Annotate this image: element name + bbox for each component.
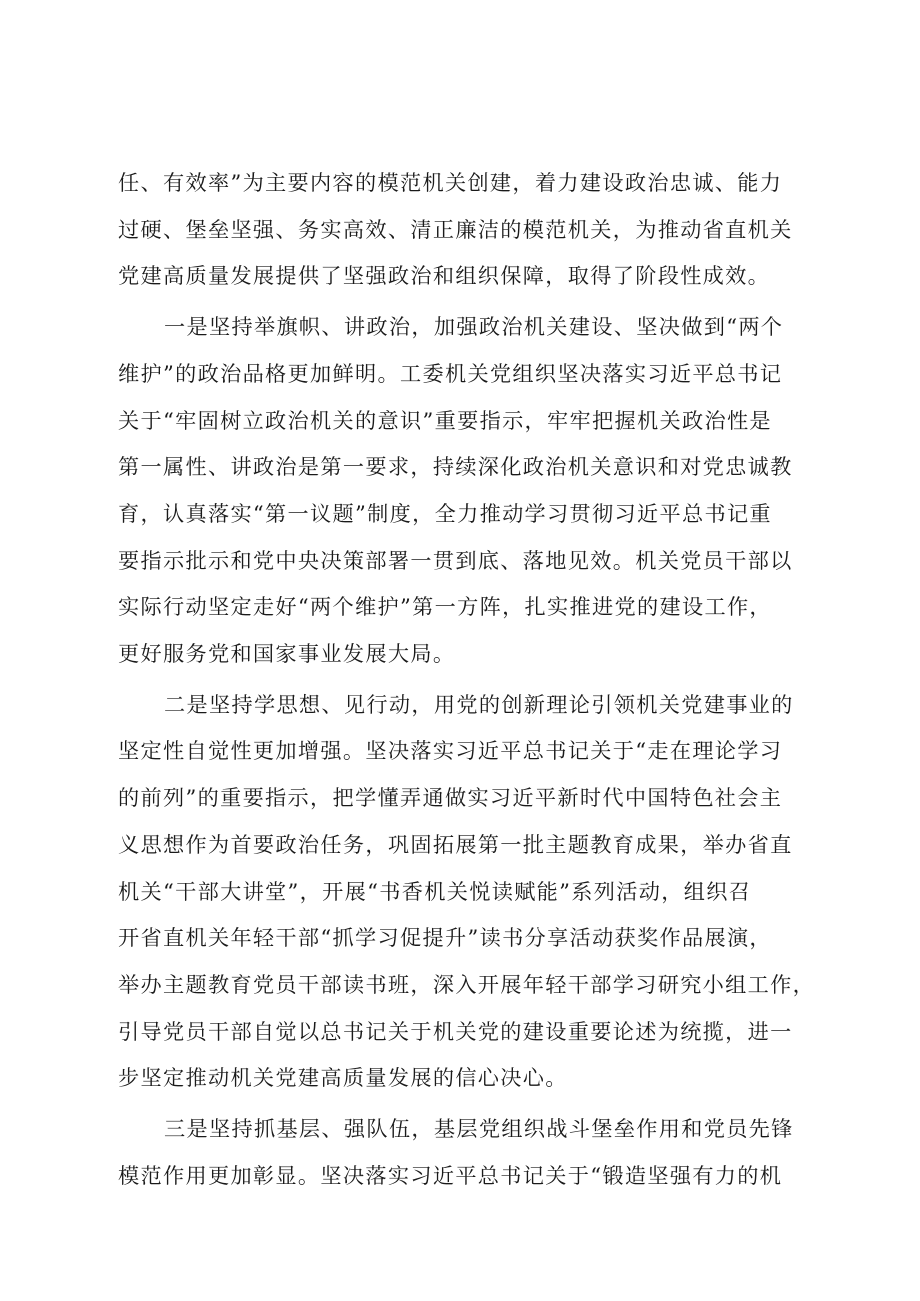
text-line: 机关“干部大讲堂”，开展“书香机关悦读赋能”系列活动，组织召 xyxy=(118,878,752,904)
text-line: 第一属性、讲政治是第一要求，持续深化政治机关意识和对党忠诚教 xyxy=(118,454,793,480)
paragraph-point-two xyxy=(118,682,818,1102)
text-line: 更好服务党和国家事业发展大局。 xyxy=(118,641,456,667)
text-line: 育，认真落实“第一议题”制度，全力推动学习贯彻习近平总书记重 xyxy=(118,500,772,526)
text-line: 义思想作为首要政治任务，巩固拓展第一批主题教育成果，举办省直 xyxy=(118,831,793,857)
text-line: 党建高质量发展提供了坚强政治和组织保障，取得了阶段性成效。 xyxy=(118,263,771,289)
text-line: 实际行动坚定走好“两个维护”第一方阵，扎实推进党的建设工作， xyxy=(118,594,772,620)
paragraph-intro-continuation xyxy=(118,160,818,300)
text-line: 三是坚持抓基层、强队伍，基层党组织战斗堡垒作用和党员先锋 xyxy=(164,1116,794,1142)
text-line: 模范作用更加彰显。坚决落实习近平总书记关于“锻造坚强有力的机 xyxy=(118,1162,783,1188)
paragraph-point-one xyxy=(118,304,818,678)
text-line: 引导党员干部自觉以总书记关于机关党的建设重要论述为统揽，进一 xyxy=(118,1018,793,1044)
document-body xyxy=(118,160,818,1203)
text-line: 坚定性自觉性更加增强。坚决落实习近平总书记关于“走在理论学习 xyxy=(118,738,783,764)
text-line: 开省直机关年轻干部“抓学习促提升”读书分享活动获奖作品展演， xyxy=(118,925,772,951)
text-line: 举办主题教育党员干部读书班，深入开展年轻干部学习研究小组工作， xyxy=(118,971,816,997)
text-line: 维护”的政治品格更加鲜明。工委机关党组织坚决落实习近平总书记 xyxy=(118,360,783,386)
text-line: 过硬、堡垒坚强、务实高效、清正廉洁的模范机关，为推动省直机关 xyxy=(118,216,793,242)
text-line: 的前列”的重要指示，把学懂弄通做实习近平新时代中国特色社会主 xyxy=(118,785,783,811)
text-line: 要指示批示和党中央决策部署一贯到底、落地见效。机关党员干部以 xyxy=(118,547,793,573)
text-line: 步坚定推动机关党建高质量发展的信心决心。 xyxy=(118,1065,568,1091)
paragraph-point-three xyxy=(118,1106,818,1199)
text-line: 二是坚持学思想、见行动，用党的创新理论引领机关党建事业的 xyxy=(164,691,794,717)
text-line: 关于“牢固树立政治机关的意识”重要指示，牢牢把握机关政治性是 xyxy=(118,407,772,433)
text-line: 任、有效率”为主要内容的模范机关创建，着力建设政治忠诚、能力 xyxy=(118,170,783,195)
text-line: 一是坚持举旗帜、讲政治，加强政治机关建设、坚决做到“两个 xyxy=(164,314,784,340)
